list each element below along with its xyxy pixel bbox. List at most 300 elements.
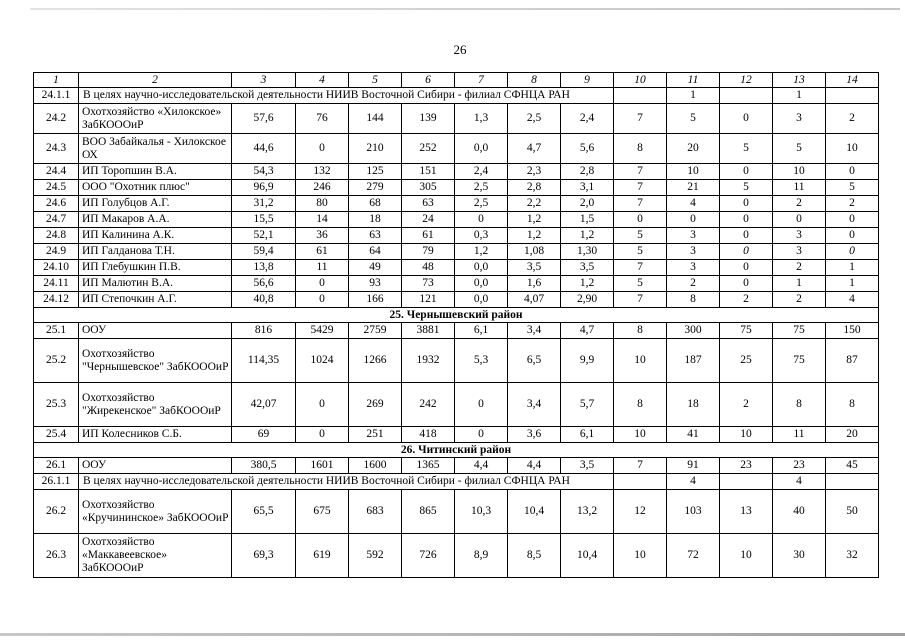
table-cell: 1,2 xyxy=(561,276,614,292)
table-cell: 45 xyxy=(826,458,879,474)
organization-name: ООУ xyxy=(79,458,232,474)
section-title: 26. Читинский район xyxy=(34,443,879,458)
note-text: В целях научно-исследовательской деятельности НИИВ Восточной Сибири - филиал СФНЦА РАН xyxy=(79,88,614,104)
table-cell: 1 xyxy=(773,88,826,104)
table-cell: 0,0 xyxy=(455,292,508,308)
table-cell: 5,7 xyxy=(561,383,614,427)
organization-name: Охотхозяйство "Чернышевское" ЗабКОООиР xyxy=(79,339,232,383)
table-cell: 3,5 xyxy=(508,260,561,276)
row-number: 25.3 xyxy=(34,383,79,427)
scan-edge-top xyxy=(30,8,900,10)
table-cell: 8 xyxy=(826,383,879,427)
table-cell: 6,1 xyxy=(455,323,508,339)
table-cell: 139 xyxy=(402,104,455,134)
row-number: 24.2 xyxy=(34,104,79,134)
table-cell: 5 xyxy=(614,228,667,244)
table-cell: 4,07 xyxy=(508,292,561,308)
table-cell: 619 xyxy=(296,534,349,578)
table-cell: 5429 xyxy=(296,323,349,339)
header-cell: 8 xyxy=(508,73,561,88)
table-cell: 10,4 xyxy=(561,534,614,578)
table-cell: 80 xyxy=(296,196,349,212)
row-number: 24.7 xyxy=(34,212,79,228)
table-cell: 7 xyxy=(614,196,667,212)
table-cell: 15,5 xyxy=(232,212,296,228)
row-number: 24.5 xyxy=(34,180,79,196)
table-cell: 4 xyxy=(667,196,720,212)
table-cell: 2 xyxy=(773,260,826,276)
table-cell: 18 xyxy=(349,212,402,228)
table-cell: 61 xyxy=(402,228,455,244)
table-cell: 1,2 xyxy=(508,228,561,244)
section-title: 25. Чернышевский район xyxy=(34,308,879,323)
table-cell: 1,30 xyxy=(561,244,614,260)
row-number: 25.2 xyxy=(34,339,79,383)
header-cell: 3 xyxy=(232,73,296,88)
table-cell: 865 xyxy=(402,490,455,534)
table-cell: 0 xyxy=(296,292,349,308)
table-cell: 3 xyxy=(667,244,720,260)
header-cell: 13 xyxy=(773,73,826,88)
header-cell: 12 xyxy=(720,73,773,88)
table-cell: 2 xyxy=(773,292,826,308)
table-cell: 0 xyxy=(296,427,349,443)
table-row xyxy=(34,134,879,164)
table-cell: 3,5 xyxy=(561,260,614,276)
table-cell xyxy=(826,88,879,104)
table-cell: 1601 xyxy=(296,458,349,474)
table-cell: 61 xyxy=(296,244,349,260)
table-cell: 279 xyxy=(349,180,402,196)
table-cell: 2 xyxy=(720,292,773,308)
table-cell: 2 xyxy=(667,276,720,292)
table-cell: 5 xyxy=(667,104,720,134)
table-cell: 49 xyxy=(349,260,402,276)
table-cell xyxy=(826,474,879,490)
table-row xyxy=(34,427,879,443)
table-cell: 1,2 xyxy=(561,228,614,244)
table-cell: 8 xyxy=(614,134,667,164)
table-cell: 0 xyxy=(826,244,879,260)
table-cell: 76 xyxy=(296,104,349,134)
table-cell: 242 xyxy=(402,383,455,427)
table-cell: 10 xyxy=(614,534,667,578)
table-cell: 2759 xyxy=(349,323,402,339)
table-cell: 187 xyxy=(667,339,720,383)
table-cell: 93 xyxy=(349,276,402,292)
table-cell: 54,3 xyxy=(232,164,296,180)
table-cell: 9,9 xyxy=(561,339,614,383)
organization-name: Охотхозяйство «Маккавеевское» ЗабКОООиР xyxy=(79,534,232,578)
table-cell: 64 xyxy=(349,244,402,260)
table-cell: 7 xyxy=(614,164,667,180)
table-cell: 20 xyxy=(826,427,879,443)
table-cell: 1 xyxy=(826,276,879,292)
table-cell: 1,2 xyxy=(508,212,561,228)
table-cell: 0 xyxy=(720,228,773,244)
organization-name: ИП Макаров А.А. xyxy=(79,212,232,228)
table-cell: 10,4 xyxy=(508,490,561,534)
row-number: 26.3 xyxy=(34,534,79,578)
table-cell: 24 xyxy=(402,212,455,228)
table-cell: 14 xyxy=(296,212,349,228)
table-cell: 0 xyxy=(720,196,773,212)
table-row xyxy=(34,212,879,228)
table-cell: 0 xyxy=(296,276,349,292)
table-cell: 7 xyxy=(614,180,667,196)
table-cell: 79 xyxy=(402,244,455,260)
row-number: 24.4 xyxy=(34,164,79,180)
table-cell: 6,5 xyxy=(508,339,561,383)
table-cell: 125 xyxy=(349,164,402,180)
table-cell: 91 xyxy=(667,458,720,474)
row-number: 24.6 xyxy=(34,196,79,212)
table-cell: 1266 xyxy=(349,339,402,383)
table-cell: 2,3 xyxy=(508,164,561,180)
organization-name: ВОО Забайкалья - Хилокское ОХ xyxy=(79,134,232,164)
table-cell: 1,2 xyxy=(455,244,508,260)
table-cell: 3 xyxy=(773,104,826,134)
row-number: 24.8 xyxy=(34,228,79,244)
table-cell: 25 xyxy=(720,339,773,383)
table-cell: 2,0 xyxy=(561,196,614,212)
table-cell: 3,6 xyxy=(508,427,561,443)
organization-name: ИП Степочкин А.Г. xyxy=(79,292,232,308)
table-cell: 1,08 xyxy=(508,244,561,260)
hunting-table xyxy=(33,72,879,578)
table-cell: 8 xyxy=(773,383,826,427)
organization-name: Охотхозяйство "Жирекенское" ЗабКОООиР xyxy=(79,383,232,427)
scan-edge-bottom xyxy=(0,633,905,636)
table-cell: 121 xyxy=(402,292,455,308)
header-cell: 6 xyxy=(402,73,455,88)
table-cell: 0 xyxy=(296,134,349,164)
table-cell: 0 xyxy=(296,383,349,427)
table-cell: 3,5 xyxy=(561,458,614,474)
table-cell: 0 xyxy=(614,212,667,228)
row-number: 26.1.1 xyxy=(34,474,79,490)
table-cell: 2,2 xyxy=(508,196,561,212)
table-row xyxy=(34,534,879,578)
table-cell: 0 xyxy=(720,260,773,276)
organization-name: ИП Голубцов А.Г. xyxy=(79,196,232,212)
table-cell: 132 xyxy=(296,164,349,180)
table-cell: 210 xyxy=(349,134,402,164)
row-number: 25.1 xyxy=(34,323,79,339)
table-cell: 7 xyxy=(614,260,667,276)
table-cell: 57,6 xyxy=(232,104,296,134)
table-cell: 1932 xyxy=(402,339,455,383)
organization-name: ООО "Охотник плюс" xyxy=(79,180,232,196)
table-row xyxy=(34,276,879,292)
table-cell: 10 xyxy=(720,427,773,443)
header-cell: 7 xyxy=(455,73,508,88)
table-cell: 4 xyxy=(826,292,879,308)
table-cell: 683 xyxy=(349,490,402,534)
table-cell: 8 xyxy=(614,383,667,427)
table-cell: 4 xyxy=(667,474,720,490)
table-cell: 30 xyxy=(773,534,826,578)
table-cell: 23 xyxy=(773,458,826,474)
table-cell: 380,5 xyxy=(232,458,296,474)
table-row xyxy=(34,228,879,244)
table-cell: 3881 xyxy=(402,323,455,339)
table-cell: 40,8 xyxy=(232,292,296,308)
table-cell: 12 xyxy=(614,490,667,534)
table-cell: 1 xyxy=(773,276,826,292)
header-cell: 1 xyxy=(34,73,79,88)
table-cell xyxy=(720,474,773,490)
table-cell: 8,9 xyxy=(455,534,508,578)
table-cell: 1 xyxy=(826,260,879,276)
table-cell: 0 xyxy=(826,228,879,244)
table-cell: 69,3 xyxy=(232,534,296,578)
table-cell: 5,3 xyxy=(455,339,508,383)
table-cell: 5 xyxy=(614,244,667,260)
table-cell: 56,6 xyxy=(232,276,296,292)
table-cell: 305 xyxy=(402,180,455,196)
table-cell: 269 xyxy=(349,383,402,427)
table-cell: 0 xyxy=(773,212,826,228)
row-number: 24.1.1 xyxy=(34,88,79,104)
table-cell: 0 xyxy=(455,212,508,228)
table-cell: 4,7 xyxy=(508,134,561,164)
organization-name: ИП Галданова Т.Н. xyxy=(79,244,232,260)
organization-name: ИП Малютин В.А. xyxy=(79,276,232,292)
table-body xyxy=(34,73,879,578)
table-cell: 0 xyxy=(720,104,773,134)
table-cell: 1,3 xyxy=(455,104,508,134)
header-cell: 14 xyxy=(826,73,879,88)
table-cell: 1365 xyxy=(402,458,455,474)
table-cell: 40 xyxy=(773,490,826,534)
table-cell: 592 xyxy=(349,534,402,578)
table-cell: 0 xyxy=(720,164,773,180)
table-cell: 69 xyxy=(232,427,296,443)
row-number: 26.2 xyxy=(34,490,79,534)
organization-name: ИП Калинина А.К. xyxy=(79,228,232,244)
table-cell: 36 xyxy=(296,228,349,244)
table-cell: 0 xyxy=(826,164,879,180)
table-cell xyxy=(720,88,773,104)
table-cell: 2,8 xyxy=(508,180,561,196)
table-row xyxy=(34,196,879,212)
table-cell: 144 xyxy=(349,104,402,134)
table-cell: 0 xyxy=(455,383,508,427)
table-cell: 0 xyxy=(720,276,773,292)
table-cell: 4,4 xyxy=(455,458,508,474)
table-cell: 96,9 xyxy=(232,180,296,196)
table-cell: 50 xyxy=(826,490,879,534)
table-cell: 5 xyxy=(720,180,773,196)
table-cell: 5 xyxy=(614,276,667,292)
table-cell: 13,8 xyxy=(232,260,296,276)
table-cell: 2,8 xyxy=(561,164,614,180)
table-cell: 246 xyxy=(296,180,349,196)
table-cell: 10,3 xyxy=(455,490,508,534)
table-cell: 251 xyxy=(349,427,402,443)
row-number: 24.9 xyxy=(34,244,79,260)
table-cell: 8 xyxy=(667,292,720,308)
row-number: 24.3 xyxy=(34,134,79,164)
table-cell: 10 xyxy=(720,534,773,578)
table-cell: 7 xyxy=(614,104,667,134)
table-cell: 5 xyxy=(826,180,879,196)
table-cell: 10 xyxy=(773,164,826,180)
header-cell: 9 xyxy=(561,73,614,88)
table-row xyxy=(34,383,879,427)
table-cell: 42,07 xyxy=(232,383,296,427)
table-cell: 8 xyxy=(614,323,667,339)
table-cell: 75 xyxy=(773,339,826,383)
table-row xyxy=(34,292,879,308)
table-cell: 166 xyxy=(349,292,402,308)
table-cell: 7 xyxy=(614,292,667,308)
table-cell: 103 xyxy=(667,490,720,534)
table-cell: 75 xyxy=(720,323,773,339)
table-cell: 10 xyxy=(614,339,667,383)
table-cell: 23 xyxy=(720,458,773,474)
table-cell: 5,6 xyxy=(561,134,614,164)
table-cell: 18 xyxy=(667,383,720,427)
organization-name: ИП Торопшин В.А. xyxy=(79,164,232,180)
table-cell: 13 xyxy=(720,490,773,534)
table-cell: 0,0 xyxy=(455,260,508,276)
note-text: В целях научно-исследовательской деятельности НИИВ Восточной Сибири - филиал СФНЦА РАН xyxy=(79,474,614,490)
table-cell: 72 xyxy=(667,534,720,578)
row-number: 25.4 xyxy=(34,427,79,443)
table-row xyxy=(34,490,879,534)
table-cell: 32 xyxy=(826,534,879,578)
table-cell: 2,5 xyxy=(508,104,561,134)
table-cell: 3 xyxy=(667,260,720,276)
organization-name: Охотхозяйство «Кручининское» ЗабКОООиР xyxy=(79,490,232,534)
header-cell: 2 xyxy=(79,73,232,88)
table-cell: 1,6 xyxy=(508,276,561,292)
table-cell: 44,6 xyxy=(232,134,296,164)
table-cell: 0,0 xyxy=(455,134,508,164)
table-cell: 2,5 xyxy=(455,180,508,196)
organization-name: Охотхозяйство «Хилокское» ЗабКОООиР xyxy=(79,104,232,134)
table-row xyxy=(34,339,879,383)
table-cell: 31,2 xyxy=(232,196,296,212)
table-cell: 75 xyxy=(773,323,826,339)
table-cell: 0 xyxy=(826,212,879,228)
table-cell: 10 xyxy=(614,427,667,443)
table-cell: 41 xyxy=(667,427,720,443)
table-cell: 1024 xyxy=(296,339,349,383)
table-cell: 63 xyxy=(402,196,455,212)
page-number: 26 xyxy=(453,42,467,57)
table-cell: 21 xyxy=(667,180,720,196)
table-cell: 3 xyxy=(667,228,720,244)
table-row xyxy=(34,180,879,196)
table-row xyxy=(34,244,879,260)
header-cell: 10 xyxy=(614,73,667,88)
table-cell: 4 xyxy=(773,474,826,490)
table-cell: 10 xyxy=(667,164,720,180)
table-cell xyxy=(614,474,667,490)
organization-name: ИП Колесников С.Б. xyxy=(79,427,232,443)
table-cell: 0 xyxy=(720,212,773,228)
table-cell: 6,1 xyxy=(561,427,614,443)
table-cell: 7 xyxy=(614,458,667,474)
table-cell: 0 xyxy=(455,427,508,443)
row-number: 26.1 xyxy=(34,458,79,474)
table-cell: 59,4 xyxy=(232,244,296,260)
section-row xyxy=(34,308,879,323)
table-cell: 252 xyxy=(402,134,455,164)
table-cell: 1 xyxy=(667,88,720,104)
row-number: 24.10 xyxy=(34,260,79,276)
table-cell: 816 xyxy=(232,323,296,339)
table-row xyxy=(34,164,879,180)
row-number: 24.12 xyxy=(34,292,79,308)
table-cell: 0,3 xyxy=(455,228,508,244)
table-cell: 68 xyxy=(349,196,402,212)
table-row xyxy=(34,104,879,134)
table-row xyxy=(34,260,879,276)
table-cell: 3,4 xyxy=(508,383,561,427)
table-cell xyxy=(614,88,667,104)
table-cell: 2,5 xyxy=(455,196,508,212)
table-row xyxy=(34,323,879,339)
note-row xyxy=(34,88,879,104)
table-cell: 87 xyxy=(826,339,879,383)
table-cell: 726 xyxy=(402,534,455,578)
table-cell: 2,90 xyxy=(561,292,614,308)
table-cell: 3 xyxy=(773,228,826,244)
table-cell: 2,4 xyxy=(455,164,508,180)
table-cell: 63 xyxy=(349,228,402,244)
table-cell: 114,35 xyxy=(232,339,296,383)
table-cell: 48 xyxy=(402,260,455,276)
table-cell: 3,1 xyxy=(561,180,614,196)
table-cell: 0 xyxy=(667,212,720,228)
table-cell: 300 xyxy=(667,323,720,339)
table-cell: 11 xyxy=(773,180,826,196)
table-cell: 5 xyxy=(720,134,773,164)
table-row xyxy=(34,458,879,474)
organization-name: ООУ xyxy=(79,323,232,339)
table-cell: 73 xyxy=(402,276,455,292)
note-row xyxy=(34,474,879,490)
organization-name: ИП Глебушкин П.В. xyxy=(79,260,232,276)
table-cell: 65,5 xyxy=(232,490,296,534)
table-cell: 1600 xyxy=(349,458,402,474)
header-cell: 5 xyxy=(349,73,402,88)
table-cell: 11 xyxy=(296,260,349,276)
header-cell: 11 xyxy=(667,73,720,88)
row-number: 24.11 xyxy=(34,276,79,292)
table-cell: 2 xyxy=(826,196,879,212)
table-cell: 2 xyxy=(773,196,826,212)
table-cell: 20 xyxy=(667,134,720,164)
table-cell: 52,1 xyxy=(232,228,296,244)
table-cell: 5 xyxy=(773,134,826,164)
table-cell: 675 xyxy=(296,490,349,534)
table-cell: 2 xyxy=(720,383,773,427)
table-cell: 4,4 xyxy=(508,458,561,474)
table-cell: 2,4 xyxy=(561,104,614,134)
header-row xyxy=(34,73,879,88)
table-cell: 3 xyxy=(773,244,826,260)
section-row xyxy=(34,443,879,458)
table-cell: 8,5 xyxy=(508,534,561,578)
table-cell: 151 xyxy=(402,164,455,180)
table-cell: 1,5 xyxy=(561,212,614,228)
table-cell: 0,0 xyxy=(455,276,508,292)
